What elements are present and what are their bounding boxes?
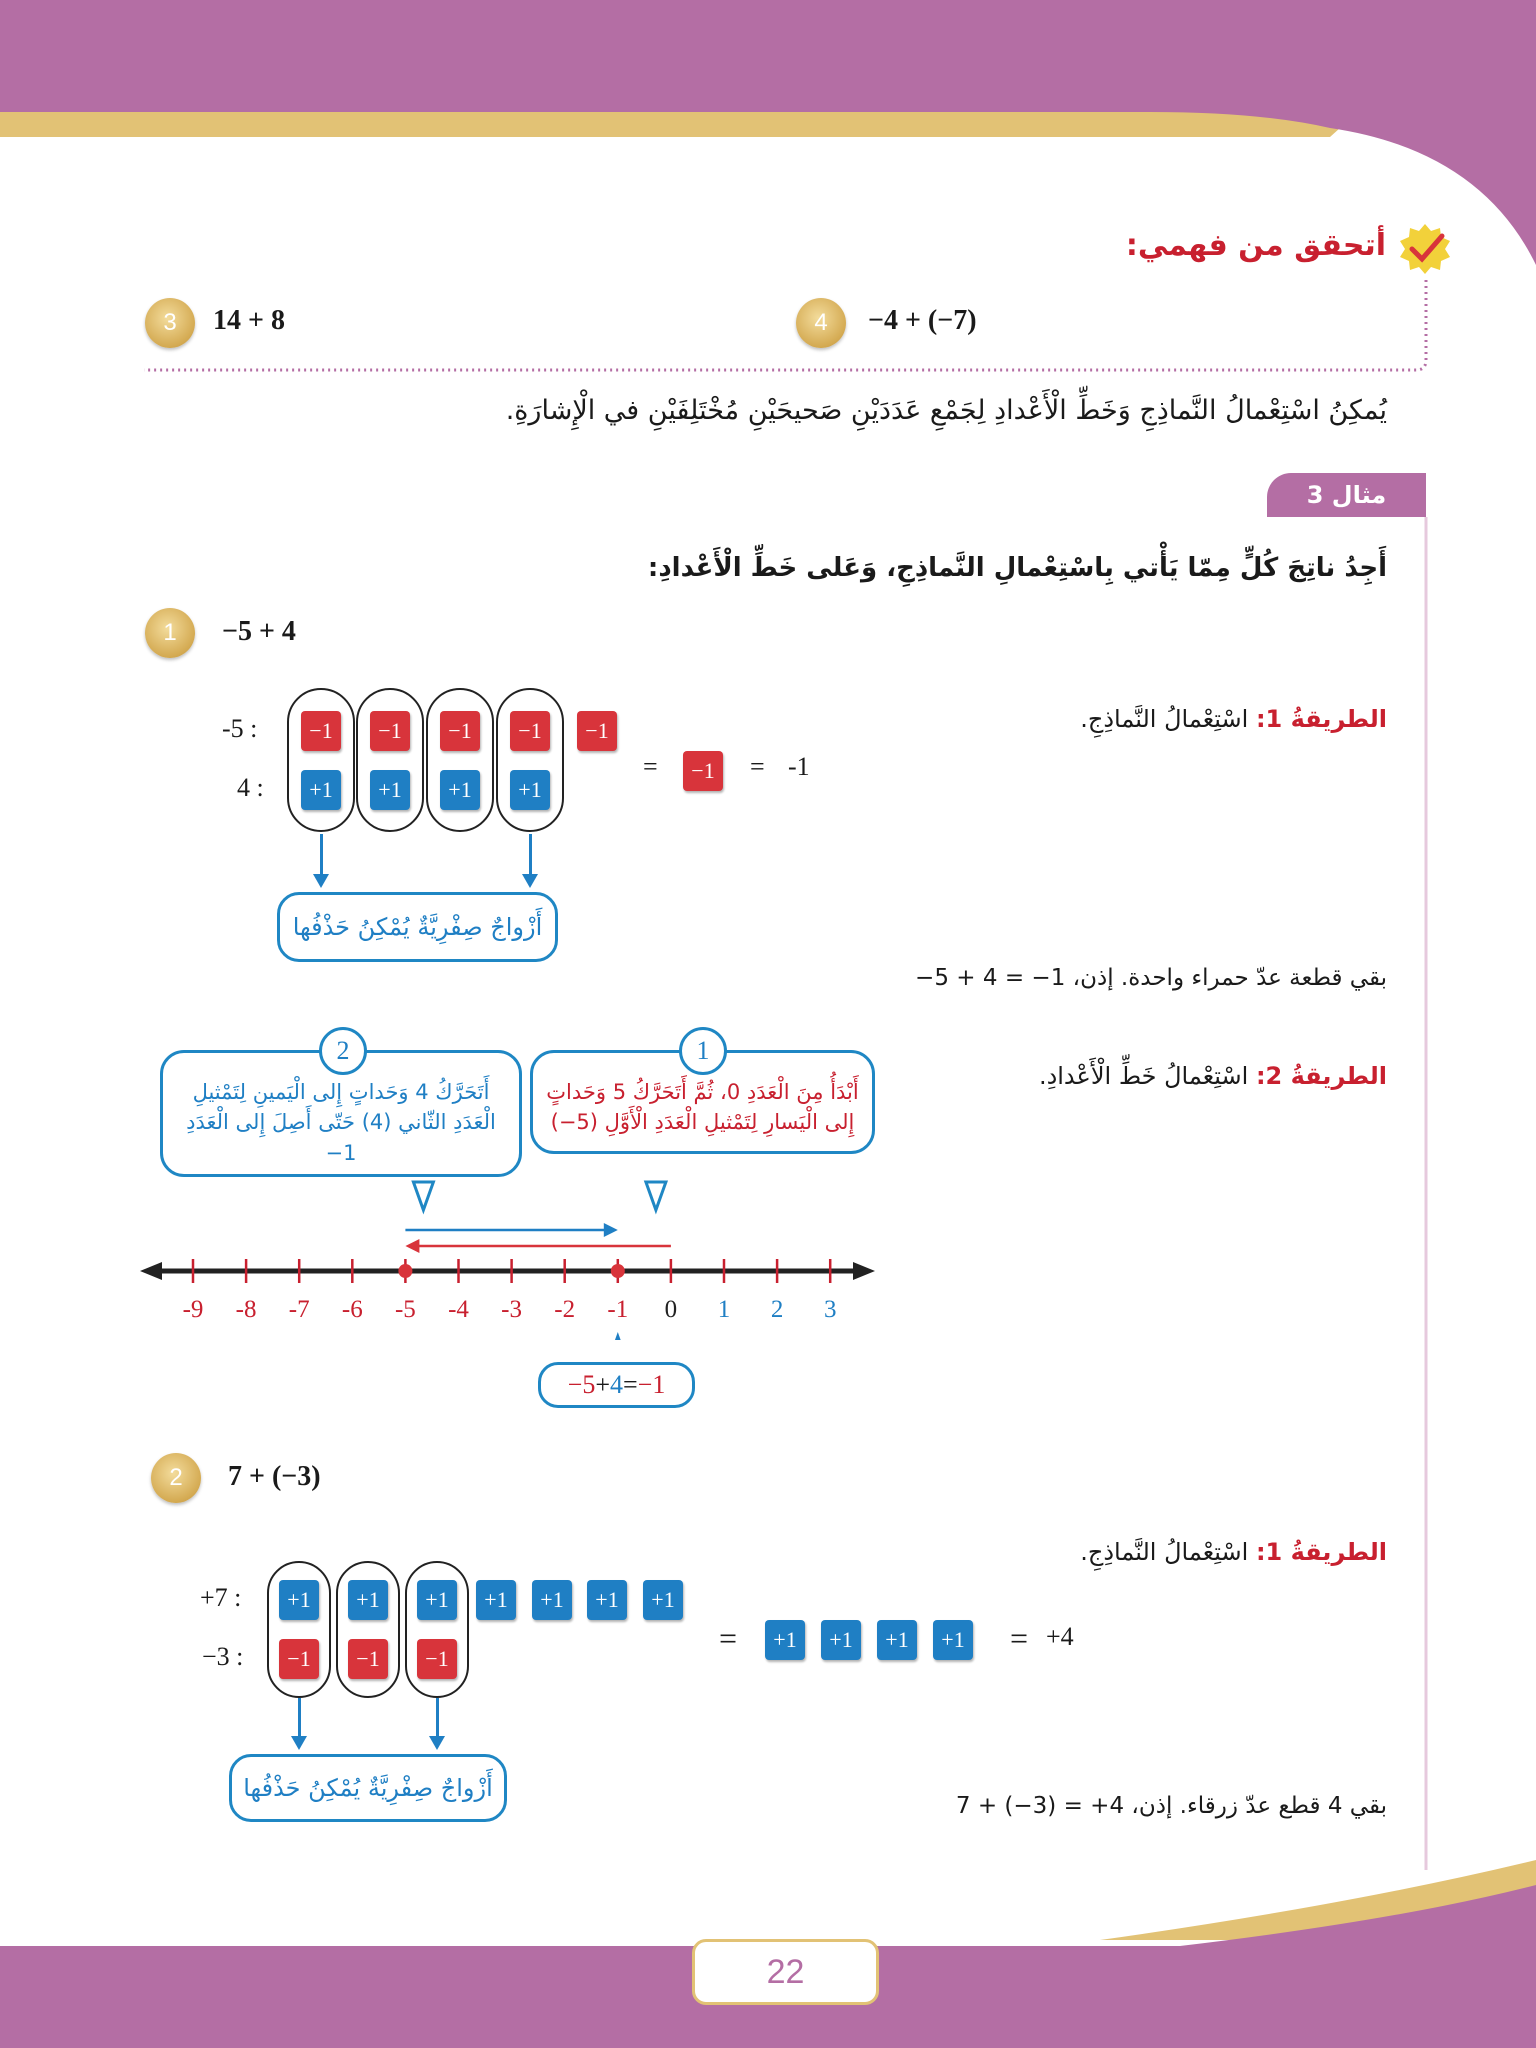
positive-tile: +1: [348, 1580, 388, 1620]
example-tab: مثال 3: [1267, 473, 1426, 517]
equals-sign: =: [719, 1620, 738, 1656]
step-1-bubble: [530, 1036, 875, 1154]
positive-tile: +1: [370, 770, 410, 810]
step-number: 2: [319, 1027, 367, 1075]
result-positive-tile: +1: [821, 1620, 861, 1660]
positive-tile: +1: [587, 1580, 627, 1620]
arrow-down-icon: [298, 1698, 301, 1744]
tick-label: -3: [501, 1296, 523, 1323]
negative-tile: −1: [577, 711, 617, 751]
row-label-positive: 4 :: [237, 773, 264, 802]
method-1-label: [1080, 705, 1387, 733]
method-text: اسْتِعْمالُ النَّماذِجِ.: [1080, 705, 1249, 733]
method-1-label: [1080, 1538, 1387, 1566]
tick-label: -2: [554, 1296, 576, 1323]
tick-label: -6: [341, 1296, 363, 1323]
negative-tile: −1: [301, 711, 341, 751]
positive-tile: +1: [476, 1580, 516, 1620]
equals-sign: =: [643, 752, 658, 781]
tick-label: -4: [448, 1296, 469, 1323]
check-title: أتحقق من فهمي:: [1125, 228, 1386, 263]
result-tile-negative: −1: [683, 751, 723, 791]
negative-tile: −1: [440, 711, 480, 751]
zero-pair-oval: [287, 688, 355, 832]
step-number: 1: [679, 1027, 727, 1075]
tick-label: -1: [607, 1296, 629, 1323]
question-expression: −5 + 4: [222, 616, 296, 647]
step-text: أَتَحَرَّكُ 4 وَحَداتٍ إِلى الْيَمينِ لِتَمْثيلِ الْعَدَدِ الثّاني (4) حَتّى أَصِلَ إِلى الْعَدَدِ 1−: [186, 1080, 496, 1165]
method-text: اسْتِعْمالُ النَّماذِجِ.: [1080, 1538, 1249, 1566]
bubble-pointer: [646, 1182, 666, 1210]
result-positive-tile: +1: [877, 1620, 917, 1660]
arrow-down-icon: [529, 834, 532, 882]
row-label-negative: -5 :: [222, 714, 258, 743]
positive-tile: +1: [510, 770, 550, 810]
result-equation-box: [538, 1362, 695, 1408]
zero-pair-oval: [496, 688, 564, 832]
arrow-down-icon: [436, 1698, 439, 1744]
result-value: +4: [1046, 1622, 1074, 1651]
intro-paragraph: يُمكِنُ اسْتِعْمالُ النَّماذِجِ وَخَطِّ الْأَعْدادِ لِجَمْعِ عَدَدَيْنِ صَحيحَيْنِ مُخْتَلِفَيْنِ في الْإِشارَةِ.: [505, 395, 1387, 426]
tick-label: -9: [182, 1296, 204, 1323]
method-number: الطريقةُ 1:: [1255, 1538, 1387, 1566]
negative-tile: −1: [417, 1639, 457, 1679]
zero-pairs-callout: أَزْواجٌ صِفْرِيَّةٌ يُمْكِنُ حَذْفُها: [277, 892, 558, 962]
equals-sign: =: [750, 752, 765, 781]
addend-1: −5: [567, 1370, 596, 1399]
arrow-left-icon: [140, 1262, 162, 1280]
zero-pair-oval: [356, 688, 424, 832]
tick-label: -8: [235, 1296, 257, 1323]
row-label-positive: +7 :: [200, 1583, 242, 1612]
positive-tile: +1: [279, 1580, 319, 1620]
tick-label: -7: [288, 1296, 310, 1323]
equals-sign: =: [1010, 1620, 1029, 1656]
addend-2: 4: [610, 1370, 623, 1399]
check-badge-icon: [1398, 222, 1452, 276]
number-line: [130, 1160, 910, 1340]
step-2-bubble: [160, 1036, 522, 1177]
method-number: الطريقةُ 1:: [1255, 705, 1387, 733]
tick-label: 0: [664, 1296, 678, 1323]
start-point: [398, 1264, 412, 1278]
exercise-expression: −4 + (−7): [868, 305, 977, 336]
sum: −1: [637, 1370, 666, 1399]
conclusion-sentence: بقي 4 قطع عدّ زرقاء. إذن، 4+ = (3−) + 7: [955, 1793, 1387, 1819]
arrow-head-icon: [604, 1223, 618, 1237]
end-point: [611, 1264, 625, 1278]
tick-label: 3: [823, 1296, 837, 1323]
result-value: -1: [788, 752, 810, 781]
negative-tile: −1: [510, 711, 550, 751]
equals-sign: =: [623, 1370, 638, 1399]
method-2-label: [1039, 1062, 1387, 1090]
arrow-right-icon: [853, 1262, 875, 1280]
question-expression: 7 + (−3): [228, 1461, 321, 1492]
negative-tile: −1: [370, 711, 410, 751]
positive-tile: +1: [440, 770, 480, 810]
zero-pair-oval: [426, 688, 494, 832]
exercise-number-badge: 3: [145, 298, 195, 348]
tick-label: 2: [770, 1296, 784, 1323]
method-text: اسْتِعْمالُ خَطِّ الْأَعْدادِ.: [1038, 1062, 1249, 1090]
result-positive-tile: +1: [765, 1620, 805, 1660]
example-instruction: أَجِدُ ناتِجَ كُلٍّ مِمّا يَأْتي بِاسْتِعْمالِ النَّماذِجِ، وَعَلى خَطِّ الْأَعْدادِ:: [647, 553, 1387, 583]
positive-tile: +1: [532, 1580, 572, 1620]
conclusion-sentence: بقي قطعة عدّ حمراء واحدة. إذن، 1− = 4 + 5−: [915, 965, 1387, 991]
exercise-number-badge: 4: [796, 298, 846, 348]
arrow-down-icon: [320, 834, 323, 882]
negative-tile: −1: [279, 1639, 319, 1679]
page-number: 22: [692, 1939, 879, 2005]
step-text: أَبْدَأُ مِنَ الْعَدَدِ 0، ثُمَّ أَتَحَرَّكُ 5 وَحَداتٍ إِلى الْيَسارِ لِتَمْثيلِ الْعَدَدِ الْأَوَّلِ (5−): [546, 1080, 859, 1135]
method-number: الطريقةُ 2:: [1255, 1062, 1387, 1090]
result-pointer: [608, 1332, 628, 1340]
exercise-expression: 14 + 8: [213, 305, 285, 336]
tick-label: -5: [394, 1296, 416, 1323]
negative-tile: −1: [348, 1639, 388, 1679]
bubble-pointer: [413, 1182, 433, 1210]
result-positive-tile: +1: [933, 1620, 973, 1660]
question-number-badge: 2: [151, 1453, 201, 1503]
positive-tile: +1: [417, 1580, 457, 1620]
zero-pairs-callout: أَزْواجٌ صِفْرِيَّةٌ يُمْكِنُ حَذْفُها: [229, 1754, 507, 1822]
arrow-head-icon: [405, 1239, 419, 1253]
positive-tile: +1: [301, 770, 341, 810]
tick-label: 1: [717, 1296, 731, 1323]
row-label-negative: −3 :: [202, 1642, 244, 1671]
positive-tile: +1: [643, 1580, 683, 1620]
question-number-badge: 1: [145, 608, 195, 658]
plus-sign: +: [595, 1370, 610, 1399]
